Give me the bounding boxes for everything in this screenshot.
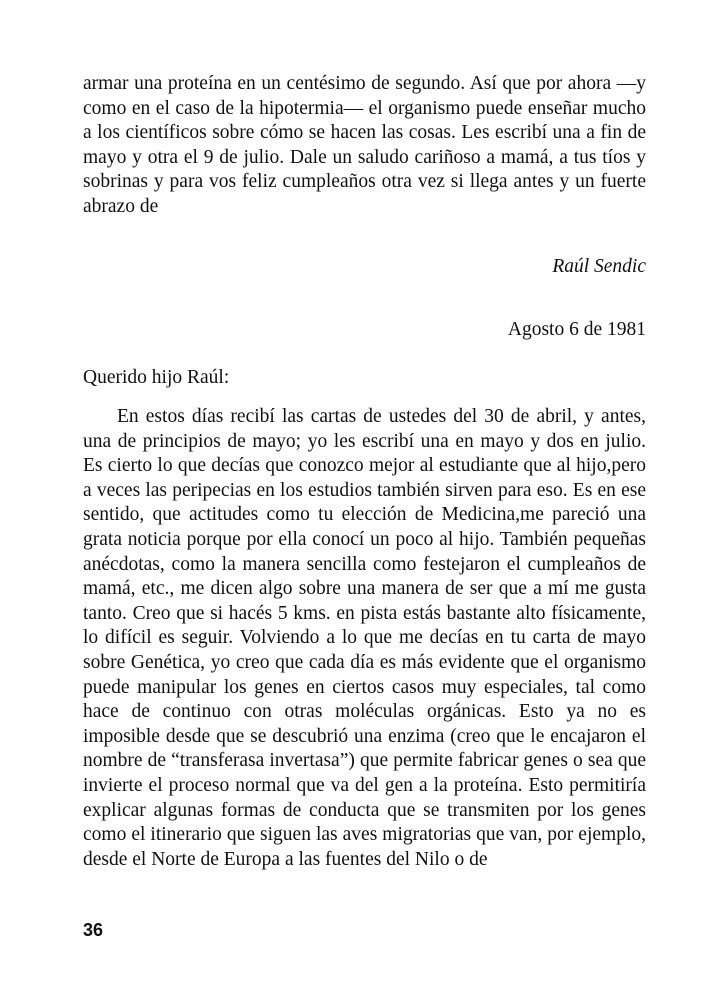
page-number: 36 — [83, 920, 104, 940]
letter-greeting: Querido hijo Raúl: — [83, 367, 230, 388]
previous-letter-ending — [83, 72, 646, 220]
letter-date: Agosto 6 de 1981 — [507, 319, 646, 340]
letter-body-paragraph: En estos días recibí las cartas de ustedes del 30 de abril, y antes, una de principios de mayo; yo les escribí una en mayo y dos en julio. Es cierto lo que decías que conozco mejor al estudiante que al hijo,pero a veces las peripecias en los estudios también sirven para eso. Es en ese sentido, que actitudes como tu elección de Medicina,me pareció una grata noticia porque por ella conocí un poco al hijo. También pequeñas anécdotas, como la manera sencilla como festejaron el cumpleaños de mamá, etc., me dicen algo sobre una manera de ser que a mí me gusta tanto. Creo que si hacés 5 kms. en pista estás bastante alto físicamente, lo difícil es seguir. Volviendo a lo que me decías en tu carta de mayo sobre Genética, yo creo que cada día es más evidente que el organismo puede manipular los genes en ciertos casos muy especiales, tal como hace de continuo con otras moléculas orgánicas. Esto ya no es imposible desde que se descubrió una enzima (creo que le encajaron el nombre de “transferasa invertasa”) que permite fabricar genes o sea que invierte el proceso normal que va del gen a la proteína. Esto permitiría explicar algunas formas de conducta que se transmiten por los genes como el itinerario que siguen las aves migratorias que van, por ejemplo, desde el Norte de Europa a las fuentes del Nilo o de — [83, 406, 646, 870]
letter-body-section — [83, 405, 646, 872]
continuation-paragraph: armar una proteína en un centésimo de segundo. Así que por ahora —y como en el caso de la hipotermia— el organismo puede enseñar mucho a los científicos sobre cómo se hacen las cosas. Les escribí una a fin de mayo y otra el 9 de julio. Dale un saludo cariñoso a mamá, a tus tíos y sobrinas y para vos feliz cumpleaños otra vez si llega antes y un fuerte abrazo de — [83, 73, 646, 217]
signature: Raúl Sendic — [552, 256, 646, 277]
